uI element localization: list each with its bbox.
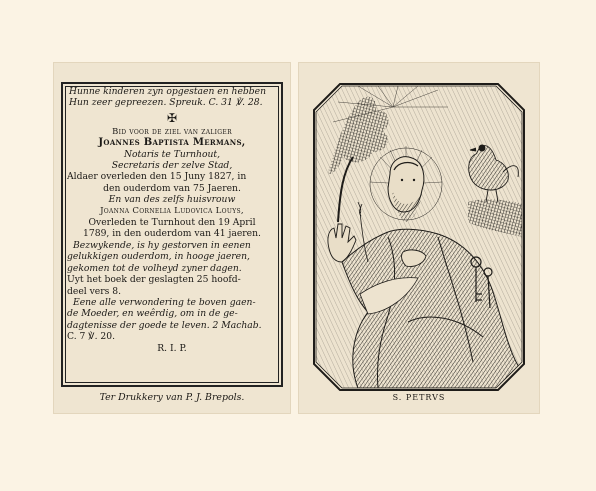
scripture-quote-line-2: Hun zeer gepreezen. Spreuk. C. 31 ℣. 28. [69,97,263,109]
verse-line-1: Bezwykende, is hy gestorven in eenen [73,239,251,251]
verse-line-3: gekomen tot de volheyd zyner dagen. [67,262,242,274]
deceased-title-2: Secretaris der zelve Stad, [111,160,233,172]
printer-imprint: Ter Drukkery van P. J. Brepols. [99,392,245,403]
engraving-caption: S. PETRVS [392,393,446,402]
closing-verse-line-1: Eene alle verwondering te boven gaen- [73,296,256,308]
engraving-page [298,62,540,414]
scripture-quote-line-1: Hunne kinderen zyn opgestaen en hebben [69,86,267,97]
spouse-death-line-1: Overleden te Turnhout den 19 April [88,217,256,229]
closing-verse-reference: C. 7 ℣. 20. [67,331,116,343]
cross-icon: ✠ [166,110,178,125]
spouse-intro: En van des zelfs huisvrouw [108,194,236,206]
spouse-name: Joanna Cornelia Ludovica Louys, [100,205,244,216]
deceased-name: Joannes Baptista Mermans, [98,137,246,149]
verse-reference-2: deel vers 8. [67,285,122,297]
saint-peter-engraving [298,62,540,414]
card-text-block [67,86,277,354]
verse-line-2: gelukkigen ouderdom, in hooge jaeren, [67,251,250,263]
memorial-card-text-page [53,62,291,414]
closing-verse-line-2: de Moeder, en weêrdig, om in de ge- [67,308,238,320]
rip-line: R. I. P. [157,342,187,354]
prayer-intro: Bid voor de ziel van zaliger [112,125,232,136]
closing-verse-line-3: dagtenisse der goede te leven. 2 Machab. [67,319,262,331]
deceased-title-1: Notaris te Turnhout, [123,148,221,160]
spouse-death-line-2: 1789, in den ouderdom van 41 jaeren. [83,228,261,240]
death-info-line-1: Aldaer overleden den 15 Juny 1827, in [67,171,247,183]
verse-reference-1: Uyt het boek der geslagten 25 hoofd- [67,274,241,286]
death-info-line-2: den ouderdom van 75 Jaeren. [103,182,241,194]
